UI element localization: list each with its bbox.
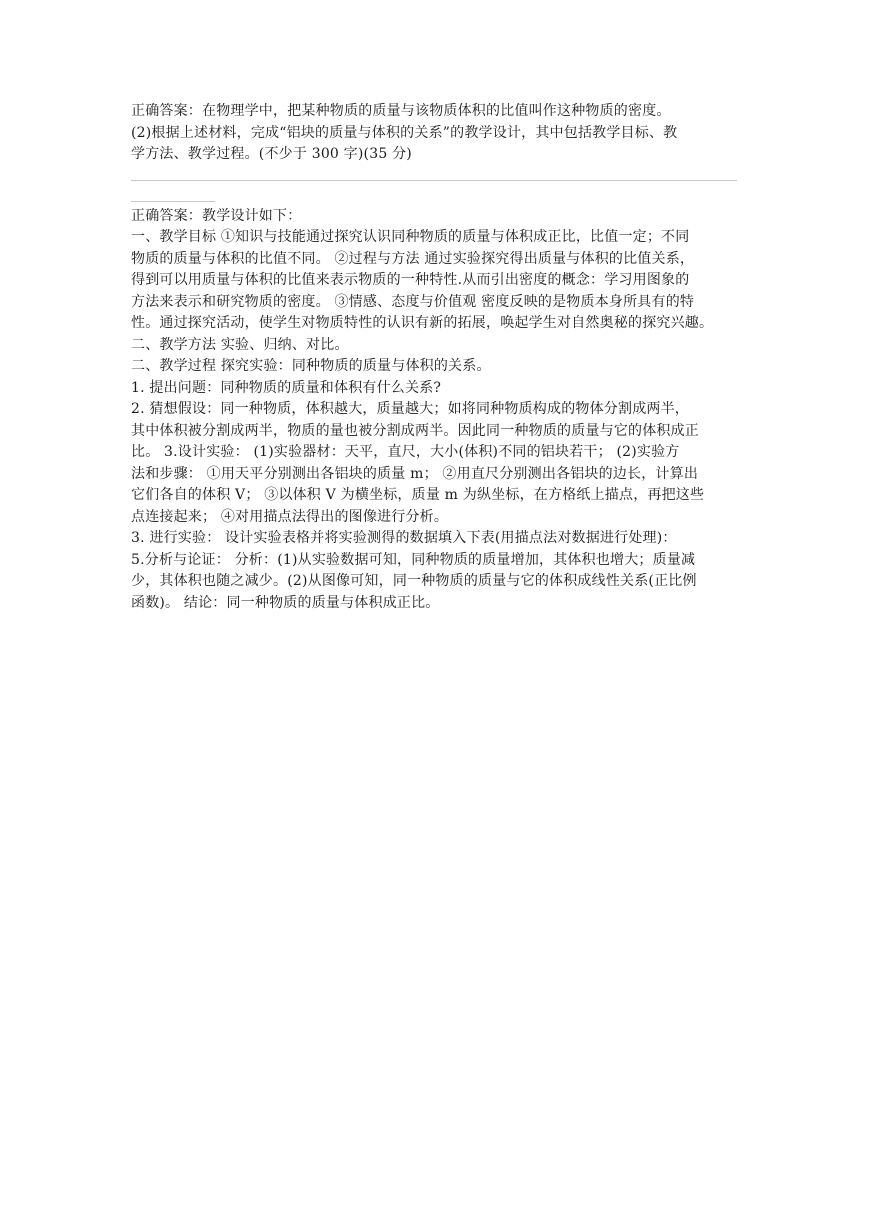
question-2-line-1: (2)根据上述材料，完成“铝块的质量与体积的关系”的教学设计，其中包括教学目标、教 bbox=[131, 124, 678, 141]
answer-line: 二、教学过程 探究实验：同种物质的质量与体积的关系。 bbox=[131, 358, 491, 374]
answer-line: 得到可以用质量与体积的比值来表示物质的一种特性.从而引出密度的概念：学习用图象的 bbox=[131, 272, 690, 288]
answer-block bbox=[131, 206, 741, 615]
answer-line: 二、教学方法 实验、归纳、对比。 bbox=[131, 336, 349, 353]
answer-line: 物质的质量与体积的比值不同。 ②过程与方法 通过实验探究得出质量与体积的比值关系， bbox=[131, 250, 695, 267]
answer-line: 比。 3.设计实验： (1)实验器材：天平，直尺，大小(体积)不同的铝块若干； (2)实验方 bbox=[131, 444, 680, 460]
answer-line: 方法来表示和研究物质的密度。 ③情感、态度与价值观 密度反映的是物质本身所具有的特 bbox=[131, 293, 695, 310]
answer-line: 它们各自的体积 V； ③以体积 V 为横坐标，质量 m 为纵坐标，在方格纸上描点，再把这些 bbox=[131, 487, 705, 503]
answer-line: 1. 提出问题：同种物质的质量和体积有什么关系? bbox=[131, 379, 442, 396]
answer-line: 法和步骤： ①用天平分别测出各铝块的质量 m； ②用直尺分别测出各铝块的边长，计算出 bbox=[131, 465, 699, 482]
question-block bbox=[131, 101, 741, 166]
answer-line: 2. 猜想假设：同一种物质，体积越大，质量越大；如将同种物质构成的物体分割成两半， bbox=[131, 401, 690, 417]
density-answer-line: 正确答案：在物理学中，把某种物质的质量与该物质体积的比值叫作这种物质的密度。 bbox=[131, 103, 671, 119]
answer-area-short-rule bbox=[131, 201, 215, 202]
answer-line: 其中体积被分割成两半，物质的量也被分割成两半。因此同一种物质的质量与它的体积成正 bbox=[131, 422, 699, 439]
answer-line: 少，其体积也随之减少。(2)从图像可知，同一种物质的质量与它的体积成线性关系(正比例 bbox=[131, 573, 697, 589]
answer-line: 5.分析与论证： 分析：(1)从实验数据可知，同种物质的质量增加，其体积也增大；质量减 bbox=[131, 551, 696, 568]
answer-line: 函数)。 结论：同一种物质的质量与体积成正比。 bbox=[131, 594, 440, 611]
answer-line: 一、教学目标 ①知识与技能通过探究认识同种物质的质量与体积成正比，比值一定；不同 bbox=[131, 229, 690, 245]
answer-line: 性。通过探究活动，使学生对物质特性的认识有新的拓展，唤起学生对自然奥秘的探究兴趣。 bbox=[131, 315, 714, 331]
answer-line: 点连接起来； ④对用描点法得出的图像进行分析。 bbox=[131, 508, 449, 525]
document-content bbox=[131, 101, 741, 614]
answer-line: 3. 进行实验： 设计实验表格并将实验测得的数据填入下表(用描点法对数据进行处理)： bbox=[131, 530, 677, 546]
answer-area-long-rule bbox=[131, 180, 737, 181]
question-2-line-2: 学方法、教学过程。(不少于 300 字)(35 分) bbox=[131, 146, 412, 162]
answer-heading: 正确答案：教学设计如下： bbox=[131, 207, 302, 224]
